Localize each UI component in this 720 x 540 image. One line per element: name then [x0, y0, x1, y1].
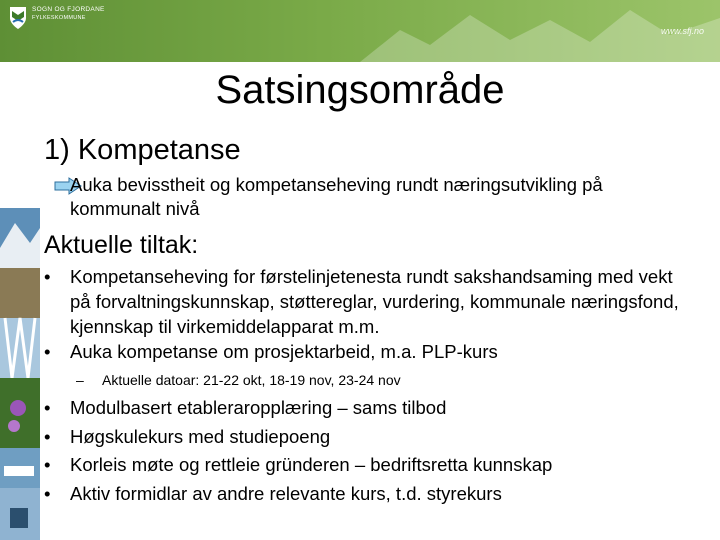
bullet-marker: • [44, 425, 51, 447]
slide-title: Satsingsområde [215, 68, 505, 112]
list-item [44, 423, 694, 452]
header-banner [0, 0, 720, 62]
bullet-marker: • [44, 266, 51, 287]
logo-text-line2: FYLKESKOMMUNE [32, 15, 86, 21]
list-item [44, 339, 694, 364]
section-heading: Aktuelle tiltak: [44, 231, 199, 259]
bullet-marker: • [44, 454, 51, 475]
bullet-marker: • [44, 341, 51, 362]
sub-list-item-text: Aktuelle datoar: 21-22 okt, 18-19 nov, 23-24 nov [102, 372, 401, 388]
list-item-text: Modulbasert etableraropplæring – sams tilbod [70, 397, 447, 418]
list-item [44, 451, 694, 480]
slide-subtitle: 1) Kompetanse [44, 134, 241, 166]
bullet-list-2 [44, 394, 694, 508]
dash-marker: – [76, 372, 84, 388]
list-item-text: Auka kompetanse om prosjektarbeid, m.a. PLP-kurs [70, 341, 498, 362]
bullet-marker: • [44, 397, 51, 418]
list-item-text: Kompetanseheving for førstelinjetenesta rundt sakshandsaming med vekt på forvaltningskunnskap, støttereglar, vurdering, kommunale næringsfond, kjennskap til virkemiddelapparat m.m. [70, 266, 679, 337]
bullet-list [44, 264, 694, 396]
bullet-marker: • [44, 482, 51, 504]
list-item-text: Aktiv formidlar av andre relevante kurs, t.d. styrekurs [70, 482, 502, 504]
coat-of-arms-icon [8, 6, 28, 30]
list-item [44, 264, 694, 339]
list-item [44, 480, 694, 509]
logo-text-line1: SOGN OG FJORDANE [32, 6, 105, 13]
arrow-item-text: Auka bevisstheit og kompetanseheving rundt næringsutvikling på kommunalt nivå [70, 174, 603, 219]
list-item-text: Høgskulekurs med studiepoeng [70, 425, 331, 447]
website-url: www.sfj.no [660, 26, 704, 36]
sub-list-item [44, 370, 694, 390]
list-item-text: Korleis møte og rettleie gründeren – bedriftsretta kunnskap [70, 454, 553, 475]
list-item [44, 394, 694, 423]
photo-collage-strip [0, 208, 40, 540]
